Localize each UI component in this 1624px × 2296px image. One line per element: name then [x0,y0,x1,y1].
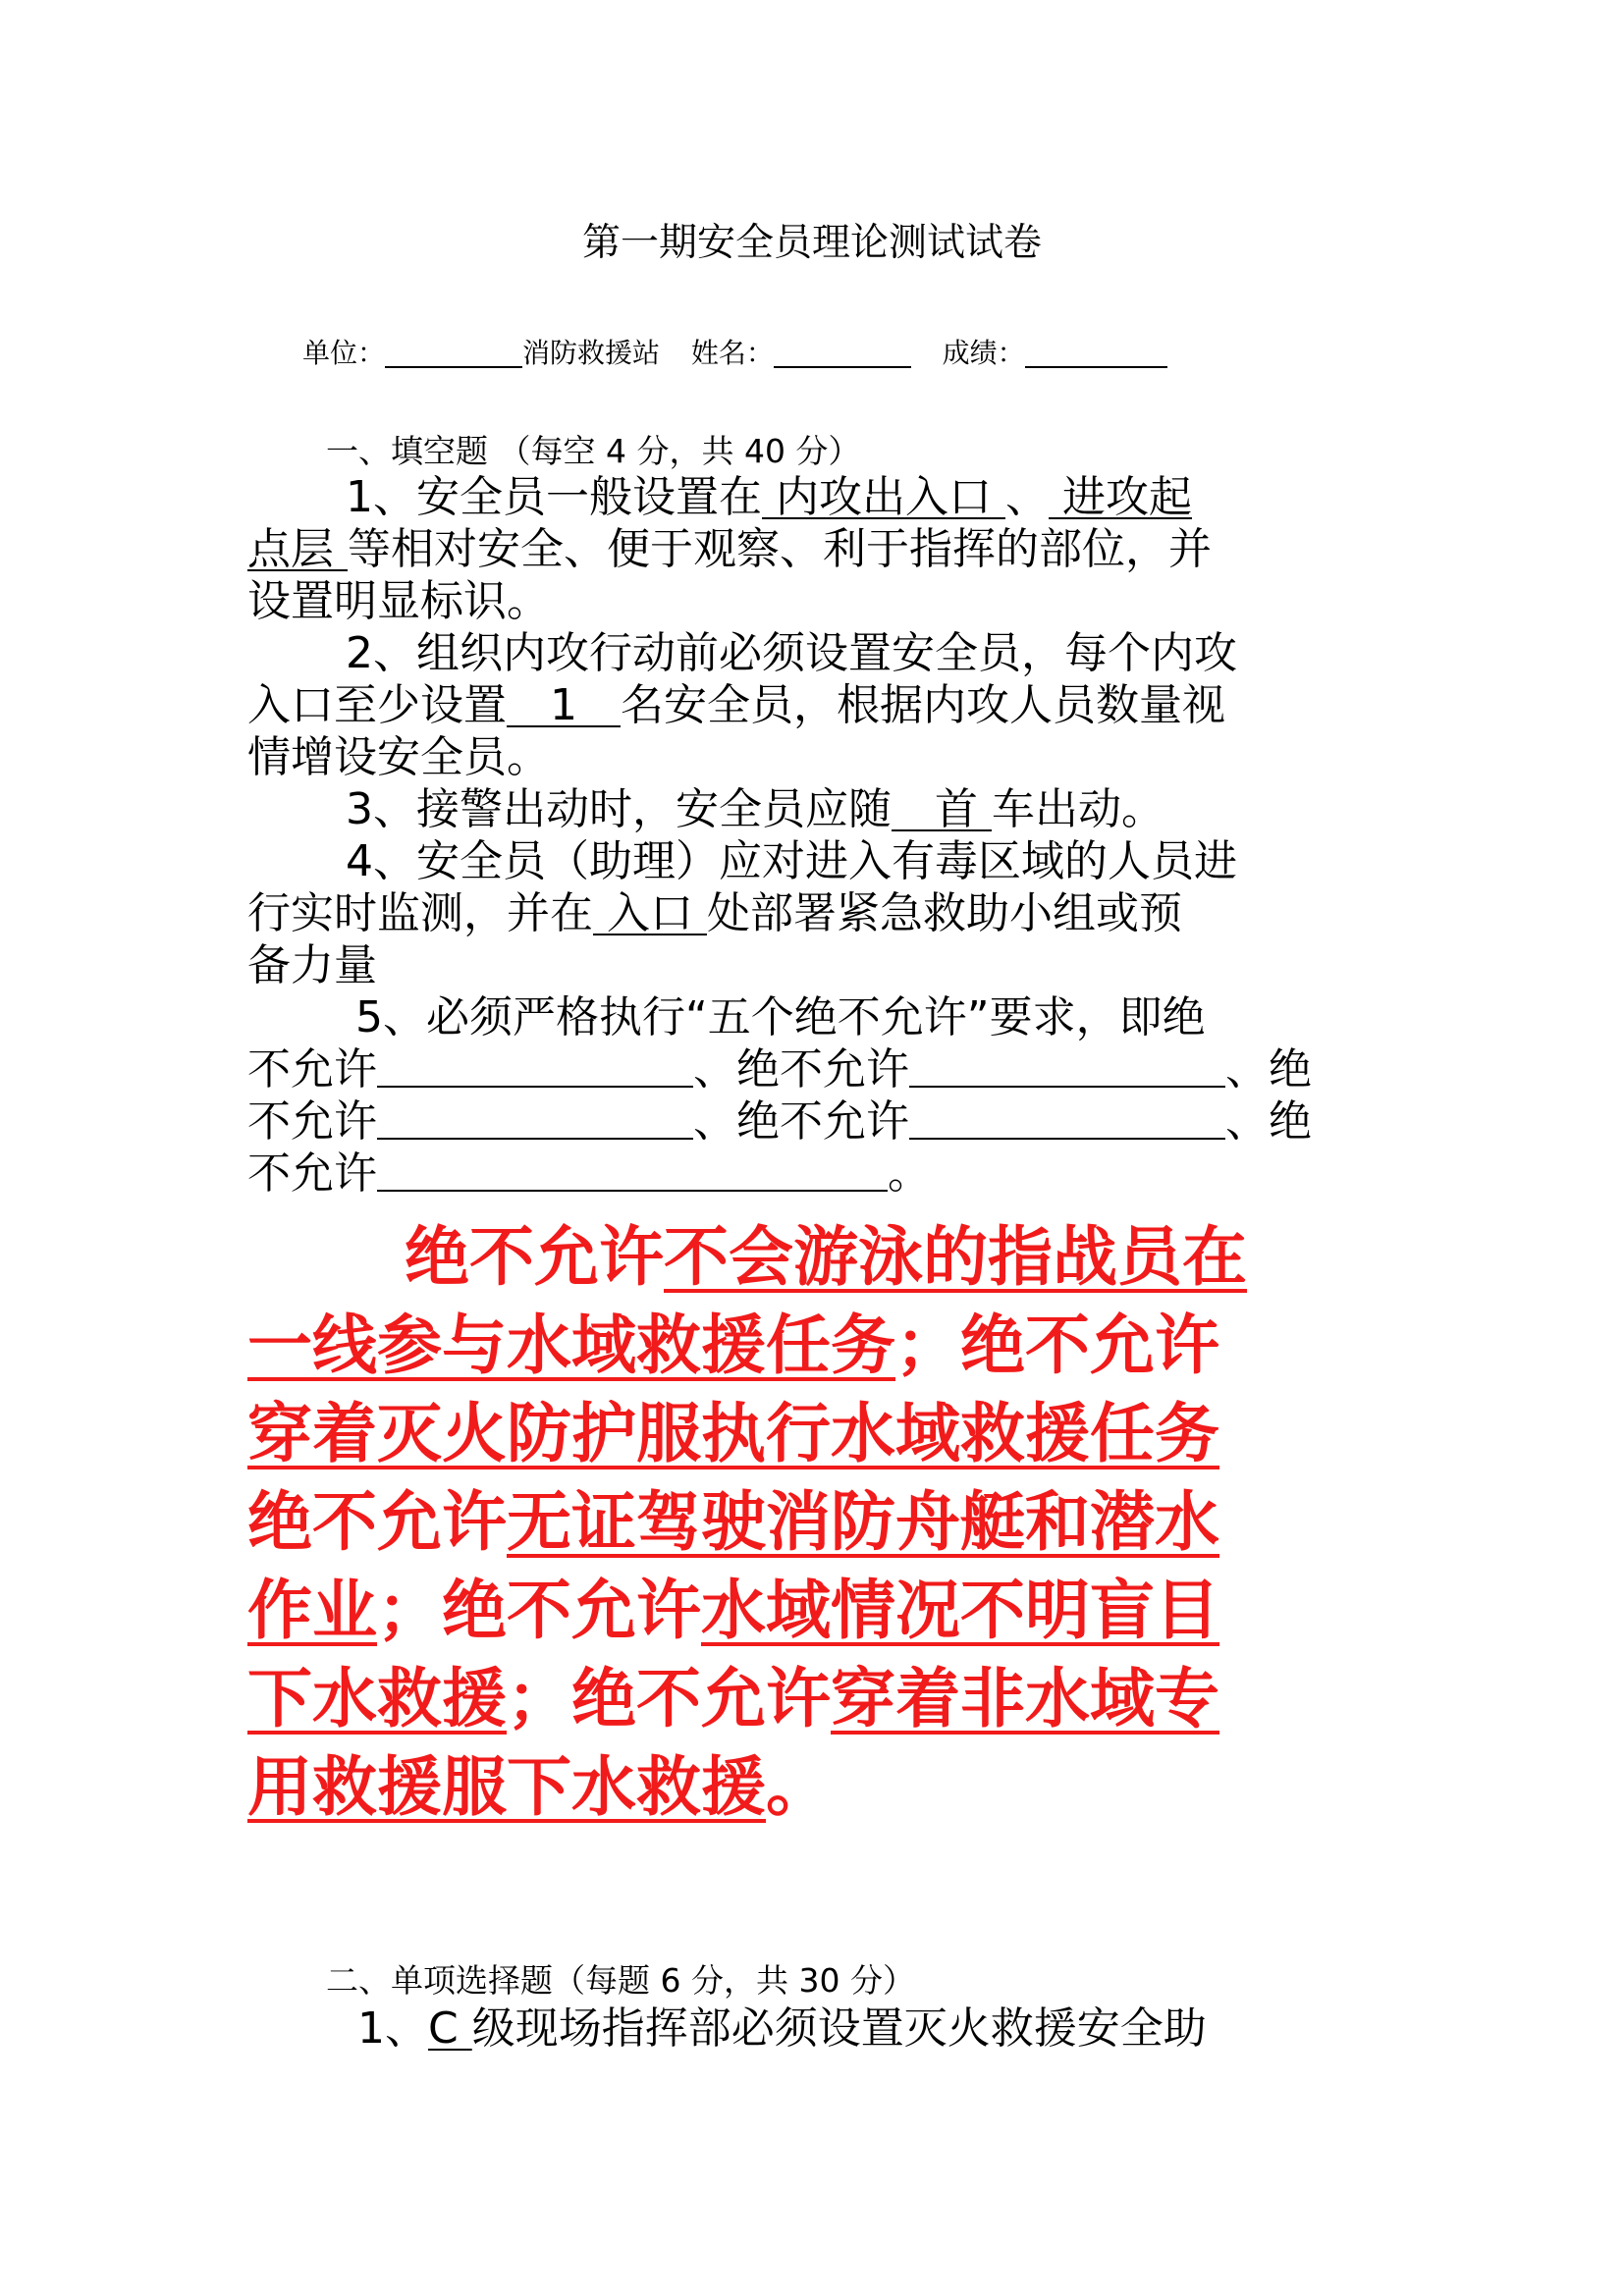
answer-text: 绝不允许 [405,1219,664,1295]
answer-line4 [247,1484,1386,1560]
q1-line1 [247,471,1386,523]
answer-line7 [247,1749,1386,1825]
answer-text: ；绝不允许 [377,1573,701,1648]
section2-heading: 二、单项选择题（每题 6 分，共 30 分） [326,1961,915,2000]
q4-answer: 入口 [593,888,707,938]
answer-underlined: 水域情况不明盲目 [701,1573,1219,1648]
answer-underlined: 下水救援 [247,1661,507,1736]
q5-text: 、绝不允许 [693,1044,909,1095]
q1-answer1: 内攻出入口 [762,472,1005,522]
name-label: 姓名： [690,337,774,369]
q5-line1: 5、必须严格执行“五个绝不允许”要求，即绝 [355,992,1206,1042]
answer-underlined: 一线参与水域救援任务 [247,1308,895,1383]
answer-underlined: 作业 [247,1573,377,1648]
q3-text: 3、接警出动时，安全员应随 [346,784,892,834]
q4-line2 [247,887,1386,939]
s2-q1-number: 1、 [357,2003,428,2054]
answer-text: 。 [766,1749,831,1825]
s2-q1-line [247,2002,1386,2055]
q5-blank4 [909,1102,1225,1140]
section1-heading: 一、填空题 （每空 4 分，共 40 分） [326,432,861,470]
answer-line5 [247,1573,1386,1648]
q4-text: 行实时监测，并在 [247,888,593,938]
q2-line1: 2、组织内攻行动前必须设置安全员，每个内攻 [346,628,1237,678]
s2-q1-answer: C [428,2003,472,2054]
q2-line3: 情增设安全员。 [247,732,550,782]
answer-underlined: 穿着灭火防护服执行水域救援任务 [247,1396,1219,1471]
unit-suffix: 消防救援站 [522,337,661,369]
answer-line6 [247,1661,1386,1736]
unit-blank [385,337,522,368]
q5-text: 不允许 [247,1148,377,1199]
answer-underlined: 无证驾驶消防舟艇和潜水 [507,1484,1219,1560]
q5-line2 [247,1043,1386,1095]
q5-line4 [247,1148,1386,1200]
answer-line2 [247,1308,1386,1383]
q5-blank2 [909,1050,1225,1088]
s2-q1-text: 级现场指挥部必须设置灭火救援安全助 [471,2003,1207,2054]
q5-text: 不允许 [247,1096,377,1147]
q1-text2: 等相对安全、便于观察、利于指挥的部位，并 [348,524,1212,574]
answer-underlined: 用救援服下水救援 [247,1749,766,1825]
q3-answer: 首 [892,784,992,834]
q1-sep: 、 [1004,472,1049,522]
q5-text: 不允许 [247,1044,377,1095]
q5-blank1 [377,1050,693,1088]
q5-text: 。 [888,1148,931,1199]
q3-text2: 车出动。 [992,784,1164,834]
header-fields [302,332,1167,371]
q4-text2: 处部署紧急救助小组或预 [706,888,1182,938]
answer-line3 [247,1396,1386,1471]
q1-answer2-part2: 点层 [247,524,348,574]
answer-underlined: 不会游泳的指战员在 [664,1219,1247,1295]
answer-text: 绝不允许 [247,1484,507,1560]
answer-underlined: 穿着非水域专 [831,1661,1219,1736]
q2-text2: 名安全员，根据内攻人员数量视 [621,680,1225,730]
name-blank [774,337,911,368]
q5-text: 、绝不允许 [693,1096,909,1147]
q1-answer2-part1: 进攻起 [1048,472,1192,522]
q5-text: 、绝 [1225,1096,1312,1147]
answer-text: ；绝不允许 [895,1308,1219,1383]
q3-line [247,783,1386,835]
q2-answer: 1 [507,680,621,730]
answer-line1 [247,1219,1386,1295]
q5-text: 、绝 [1225,1044,1312,1095]
unit-label: 单位： [302,337,386,369]
q5-line3 [247,1095,1386,1148]
q1-line2 [247,523,1386,575]
q4-line1: 4、安全员（助理）应对进入有毒区域的人员进 [346,836,1237,886]
q5-blank3 [377,1102,693,1140]
q2-line2 [247,679,1386,731]
exam-title: 第一期安全员理论测试试卷 [581,221,1042,265]
answer-text: ；绝不允许 [507,1661,831,1736]
q4-line3: 备力量 [247,940,377,990]
q2-text: 入口至少设置 [247,680,507,730]
score-blank [1025,337,1167,368]
score-label: 成绩： [942,337,1025,369]
q1-text: 1、安全员一般设置在 [346,472,762,522]
q5-blank5 [377,1154,888,1192]
q1-line3: 设置明显标识。 [247,576,550,626]
